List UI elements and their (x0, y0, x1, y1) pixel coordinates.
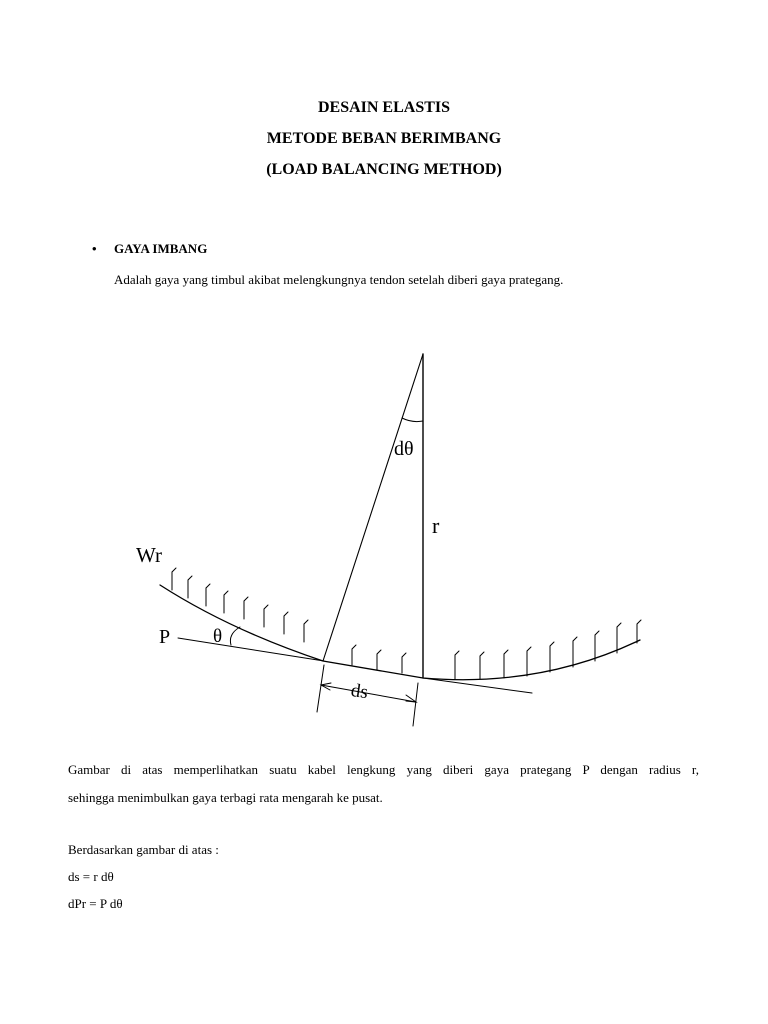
ds-extension-left (317, 665, 324, 712)
d-theta-arc (402, 418, 423, 422)
equation-dpr: dPr = P dθ (68, 896, 123, 911)
basis-block (68, 836, 219, 917)
title-line-2: METODE BEBAN BERIMBANG (266, 130, 502, 147)
equation-ds: ds = r dθ (68, 869, 114, 884)
load-label: Wr (136, 543, 162, 567)
cable-diagram (0, 340, 768, 740)
radius-label: r (432, 513, 440, 538)
arc-label: ds (349, 680, 370, 704)
d-theta-label: dθ (394, 438, 414, 460)
title-block (0, 92, 768, 185)
tangent-line-left (178, 638, 324, 661)
tangent-line-right (423, 678, 532, 693)
angle-label: θ (213, 626, 223, 647)
cable-curve (160, 585, 640, 680)
title-line-3: (LOAD BALANCING METHOD) (266, 161, 502, 178)
section-definition: Adalah gaya yang timbul akibat melengkungnya tendon setelah diberi gaya prategang. (114, 272, 564, 287)
force-label: P (159, 626, 171, 648)
section-heading-text: GAYA IMBANG (114, 241, 208, 256)
theta-arc (230, 627, 240, 645)
ds-extension-right (413, 683, 418, 726)
load-ticks (172, 568, 641, 679)
description-line-2: sehingga menimbulkan gaya terbagi rata mengarah ke pusat. (68, 790, 383, 805)
radius-line-inclined (323, 354, 423, 661)
basis-intro: Berdasarkan gambar di atas : (68, 842, 219, 857)
bullet-icon: • (92, 241, 97, 256)
description-line-1: Gambar di atas memperlihatkan suatu kabel lengkung yang diberi gaya prategang P dengan radius r, (68, 762, 699, 777)
title-line-1: DESAIN ELASTIS (317, 99, 451, 116)
section-heading (92, 241, 207, 257)
description-paragraph (68, 756, 699, 812)
